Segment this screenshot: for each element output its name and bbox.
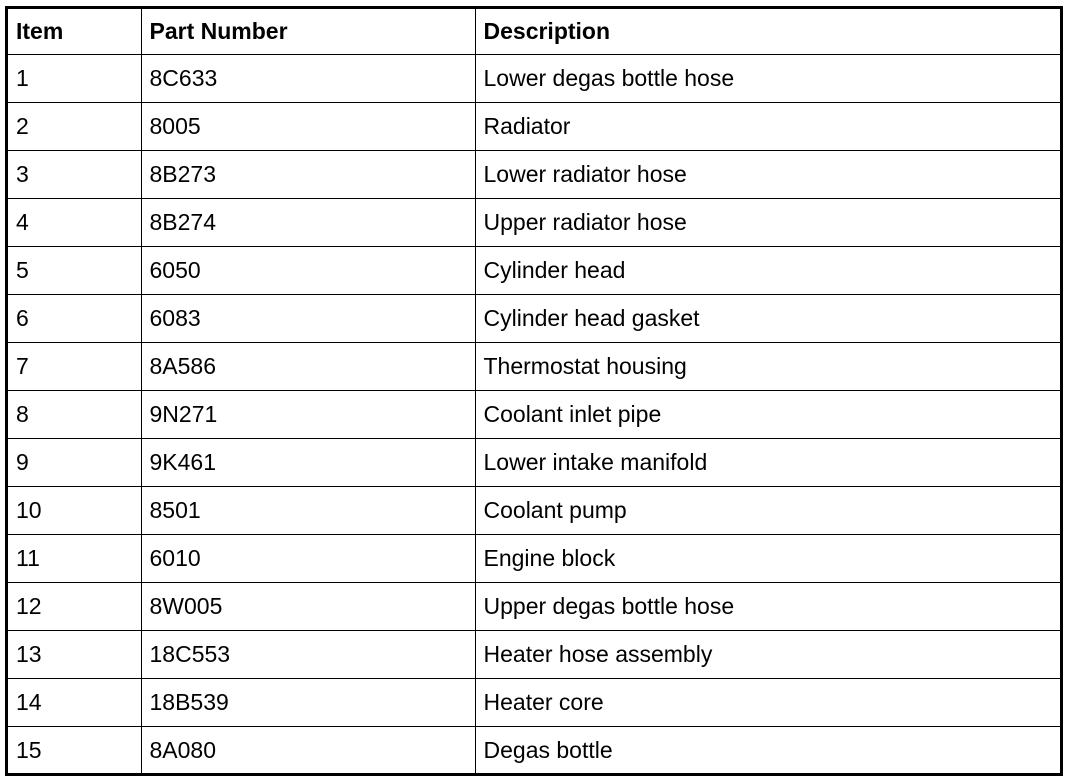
item-cell: 3 (8, 151, 141, 199)
description-cell: Upper radiator hose (475, 199, 1060, 247)
parts-table (8, 9, 1060, 774)
column-header-description: Description (475, 9, 1060, 55)
part-number-cell: 8501 (141, 487, 475, 535)
description-cell: Coolant inlet pipe (475, 391, 1060, 439)
description-cell: Coolant pump (475, 487, 1060, 535)
parts-table-frame (5, 6, 1063, 776)
description-cell: Lower intake manifold (475, 439, 1060, 487)
table-row (8, 631, 1060, 679)
description-cell: Radiator (475, 103, 1060, 151)
table-row (8, 583, 1060, 631)
table-row (8, 727, 1060, 775)
table-row (8, 247, 1060, 295)
item-cell: 2 (8, 103, 141, 151)
table-row (8, 679, 1060, 727)
table-row (8, 343, 1060, 391)
part-number-cell: 6083 (141, 295, 475, 343)
description-cell: Heater core (475, 679, 1060, 727)
part-number-cell: 8A586 (141, 343, 475, 391)
part-number-cell: 6010 (141, 535, 475, 583)
part-number-cell: 6050 (141, 247, 475, 295)
item-cell: 12 (8, 583, 141, 631)
item-cell: 9 (8, 439, 141, 487)
description-cell: Engine block (475, 535, 1060, 583)
part-number-cell: 8B274 (141, 199, 475, 247)
part-number-cell: 8B273 (141, 151, 475, 199)
description-cell: Upper degas bottle hose (475, 583, 1060, 631)
column-header-part-number: Part Number (141, 9, 475, 55)
item-cell: 7 (8, 343, 141, 391)
item-cell: 6 (8, 295, 141, 343)
item-cell: 15 (8, 727, 141, 775)
item-cell: 5 (8, 247, 141, 295)
description-cell: Degas bottle (475, 727, 1060, 775)
table-row (8, 487, 1060, 535)
table-row (8, 55, 1060, 103)
description-cell: Thermostat housing (475, 343, 1060, 391)
item-cell: 1 (8, 55, 141, 103)
table-row (8, 295, 1060, 343)
part-number-cell: 8C633 (141, 55, 475, 103)
item-cell: 4 (8, 199, 141, 247)
table-row (8, 535, 1060, 583)
column-header-item: Item (8, 9, 141, 55)
item-cell: 10 (8, 487, 141, 535)
description-cell: Lower radiator hose (475, 151, 1060, 199)
part-number-cell: 8A080 (141, 727, 475, 775)
description-cell: Cylinder head (475, 247, 1060, 295)
item-cell: 8 (8, 391, 141, 439)
part-number-cell: 9N271 (141, 391, 475, 439)
table-header-row (8, 9, 1060, 55)
description-cell: Lower degas bottle hose (475, 55, 1060, 103)
table-row (8, 199, 1060, 247)
part-number-cell: 18B539 (141, 679, 475, 727)
item-cell: 14 (8, 679, 141, 727)
part-number-cell: 9K461 (141, 439, 475, 487)
part-number-cell: 18C553 (141, 631, 475, 679)
part-number-cell: 8005 (141, 103, 475, 151)
table-row (8, 391, 1060, 439)
table-row (8, 439, 1060, 487)
table-row (8, 103, 1060, 151)
table-row (8, 151, 1060, 199)
part-number-cell: 8W005 (141, 583, 475, 631)
description-cell: Heater hose assembly (475, 631, 1060, 679)
item-cell: 13 (8, 631, 141, 679)
item-cell: 11 (8, 535, 141, 583)
description-cell: Cylinder head gasket (475, 295, 1060, 343)
table-body (8, 55, 1060, 775)
